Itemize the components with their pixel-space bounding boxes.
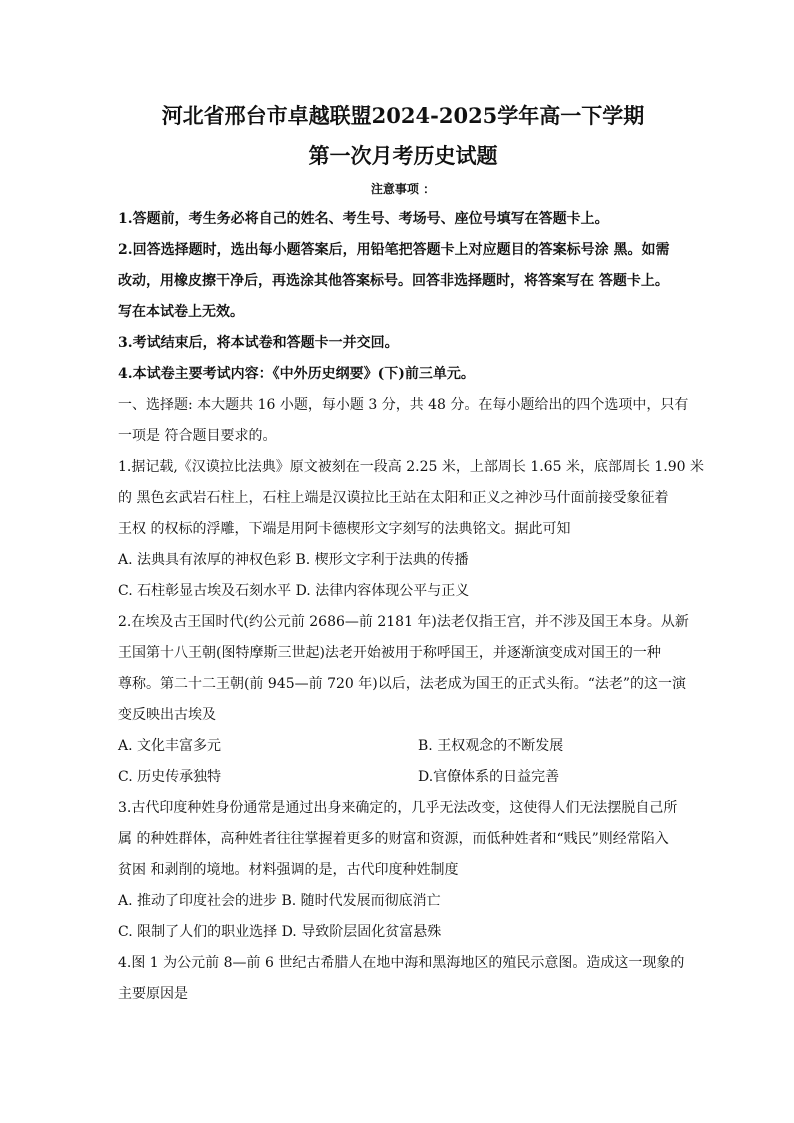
question-stem-line: 贫困 和剥削的境地。材料强调的是，古代印度种姓制度 xyxy=(118,862,459,878)
instructions xyxy=(118,204,688,390)
question-stem-line: 尊称。第二十二王朝(前 945—前 720 年)以后，法老成为国王的正式头衔。“法老”的这一演 xyxy=(118,676,687,692)
section-heading-line: 一、选择题: 本大题共 16 小题，每小题 3 分，共 48 分。在每小题给出的四个选项中，只有 xyxy=(118,397,689,413)
question-options-cd: C. 石柱彰显古埃及石刻水平 D. 法律内容体现公平与正义 xyxy=(118,583,470,599)
exam-title-line2: 第一次月考历史试题 xyxy=(308,143,498,168)
question-options-ab: A. 推动了印度社会的进步 B. 随时代发展而彻底消亡 xyxy=(118,893,441,909)
instruction-line: 1.答题前，考生务必将自己的姓名、考生号、考场号、座位号填写在答题卡上。 xyxy=(118,211,609,227)
section-heading-line: 一项是 符合题目要求的。 xyxy=(118,428,277,444)
question-3 xyxy=(118,793,688,948)
question-stem-line: 2.在埃及古王国时代(约公元前 2686—前 2181 年)法老仅指王宫，并不涉及国王本身。从新 xyxy=(118,614,689,630)
instruction-line: 4.本试卷主要考试内容：《中外历史纲要》(下)前三单元。 xyxy=(118,366,475,382)
exam-title-line1: 河北省邢台市卓越联盟2024-2025学年高一下学期 xyxy=(161,103,645,128)
notice-heading: 注意事项 ： xyxy=(370,182,436,196)
instruction-line: 写在本试卷上无效。 xyxy=(118,304,244,320)
option-d: D.官僚体系的日益完善 xyxy=(418,769,560,785)
question-stem-line: 主要原因是 xyxy=(118,986,188,1002)
question-stem-line: 的 黑色玄武岩石柱上，石柱上端是汉谟拉比王站在太阳和正义之神沙马什面前接受象征着 xyxy=(118,490,669,506)
section-heading xyxy=(118,390,688,452)
question-stem-line: 王国第十八王朝(图特摩斯三世起)法老开始被用于称呼国王，并逐渐演变成对国王的一种 xyxy=(118,645,661,661)
question-options-ab: A. 法典具有浓厚的神权色彩 B. 楔形文字利于法典的传播 xyxy=(118,552,469,568)
instruction-line: 3.考试结束后，将本试卷和答题卡一并交回。 xyxy=(118,335,399,351)
option-b: B. 王权观念的不断发展 xyxy=(418,738,564,754)
question-2 xyxy=(118,607,688,793)
option-c: C. 历史传承独特 xyxy=(118,769,222,785)
question-stem-line: 3.古代印度种姓身份通常是通过出身来确定的，几乎无法改变，这使得人们无法摆脱自己所 xyxy=(118,800,678,816)
question-stem-line: 变反映出古埃及 xyxy=(118,707,216,723)
question-stem-line: 1.据记载,《汉谟拉比法典》原文被刻在一段高 2.25 米，上部周长 1.65 米，底部周长 1.90 米 xyxy=(118,459,705,475)
question-4 xyxy=(118,948,688,1010)
question-stem-line: 王权 的权标的浮雕，下端是用阿卡德楔形文字刻写的法典铭文。据此可知 xyxy=(118,521,571,537)
option-a: A. 文化丰富多元 xyxy=(118,738,222,754)
instruction-line: 2.回答选择题时，选出每小题答案后，用铅笔把答题卡上对应题目的答案标号涂 黑。如需 xyxy=(118,242,670,258)
question-1 xyxy=(118,452,705,607)
question-stem-line: 4.图 1 为公元前 8—前 6 世纪古希腊人在地中海和黑海地区的殖民示意图。造成这一现象的 xyxy=(118,955,685,971)
exam-content xyxy=(118,100,705,1010)
question-options-cd: C. 限制了人们的职业选择 D. 导致阶层固化贫富悬殊 xyxy=(118,924,442,940)
question-stem-line: 属 的种姓群体，高种姓者往往掌握着更多的财富和资源，而低种姓者和“贱民”则经常陷入 xyxy=(118,831,669,847)
question-options-row xyxy=(118,731,688,762)
question-options-row xyxy=(118,762,688,793)
instruction-line: 改动，用橡皮擦干净后，再选涂其他答案标号。回答非选择题时，将答案写在 答题卡上。 xyxy=(118,273,669,289)
